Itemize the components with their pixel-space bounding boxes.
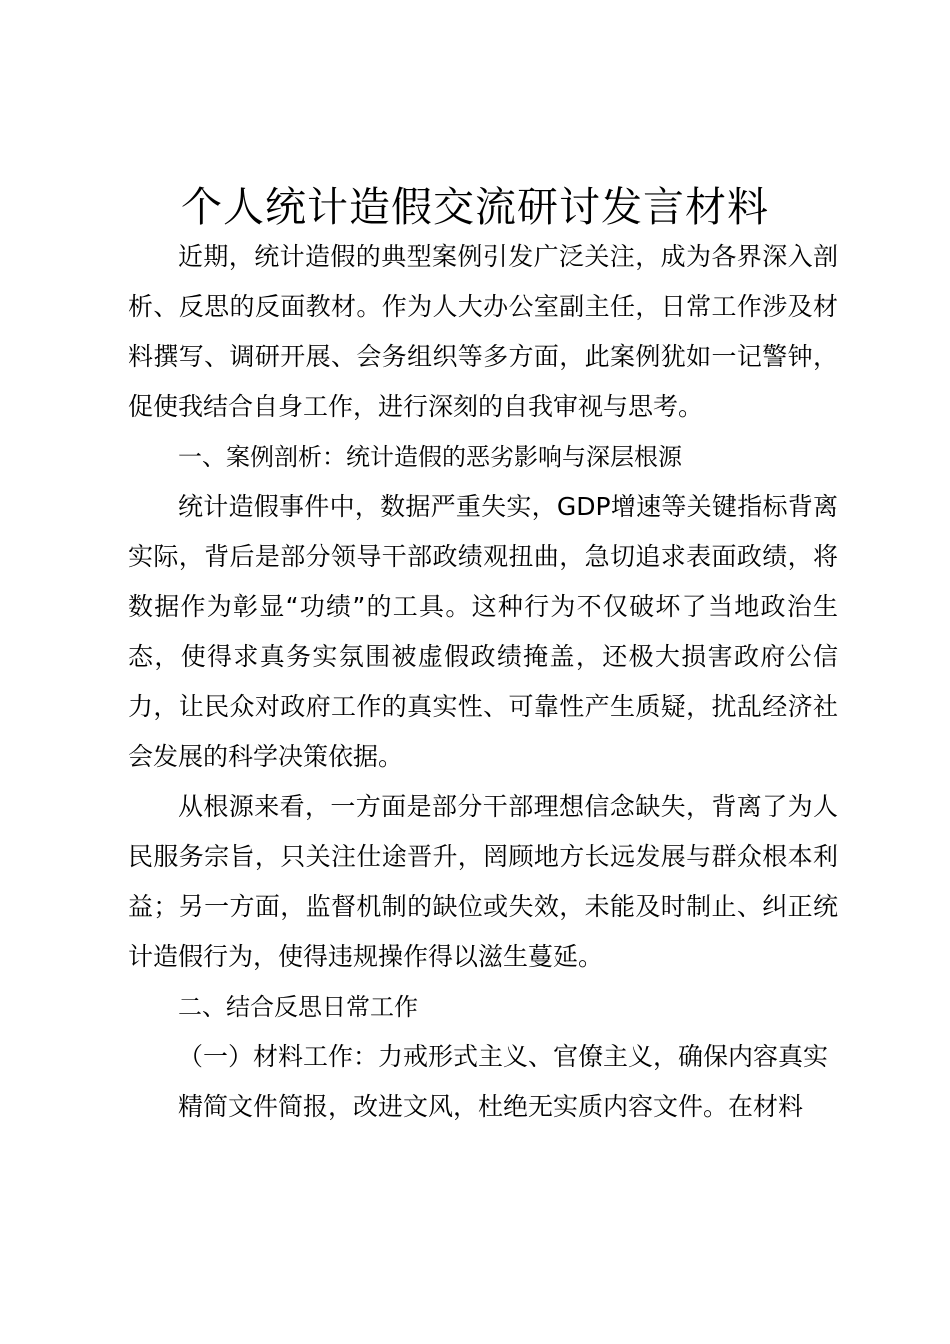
case-analysis-paragraph: 统计造假事件中，数据严重失实，GDP增速等关键指标背离实际，背后是部分领导干部政绩观扭曲，急切追求表面政绩，将数据作为彰显“功绩”的工具。这种行为不仅破坏了当地政治生态，使得求真务实氛围被虚假政绩掩盖，还极大损害政府公信力，让民众对政府工作的真实性、可靠性产生质疑，扰乱经济社会发展的科学决策依据。 — [128, 492, 838, 771]
materials-work-paragraph: 精简文件简报，改进文风，杜绝无实质内容文件。在材料 — [178, 1092, 804, 1121]
root-cause-paragraph: 从根源来看，一方面是部分干部理想信念缺失，背离了为人民服务宗旨，只关注仕途晋升，罔顾地方长远发展与群众根本利益；另一方面，监督机制的缺位或失效，未能及时制止、纠正统计造假行为，使得违规操作得以滋生蔓延。 — [128, 792, 838, 971]
document-title: 个人统计造假交流研讨发言材料 — [181, 183, 769, 231]
document-body — [128, 232, 838, 1132]
section-heading-2: 二、结合反思日常工作 — [178, 993, 418, 1021]
intro-paragraph: 近期，统计造假的典型案例引发广泛关注，成为各界深入剖析、反思的反面教材。作为人大办公室副主任，日常工作涉及材料撰写、调研开展、会务组织等多方面，此案例犹如一记警钟，促使我结合自身工作，进行深刻的自我审视与思考。 — [128, 242, 838, 421]
section-heading-1: 一、案例剖析：统计造假的恶劣影响与深层根源 — [178, 443, 682, 471]
subsection-heading-1: （一）材料工作：力戒形式主义、官僚主义，确保内容真实 — [178, 1042, 829, 1071]
